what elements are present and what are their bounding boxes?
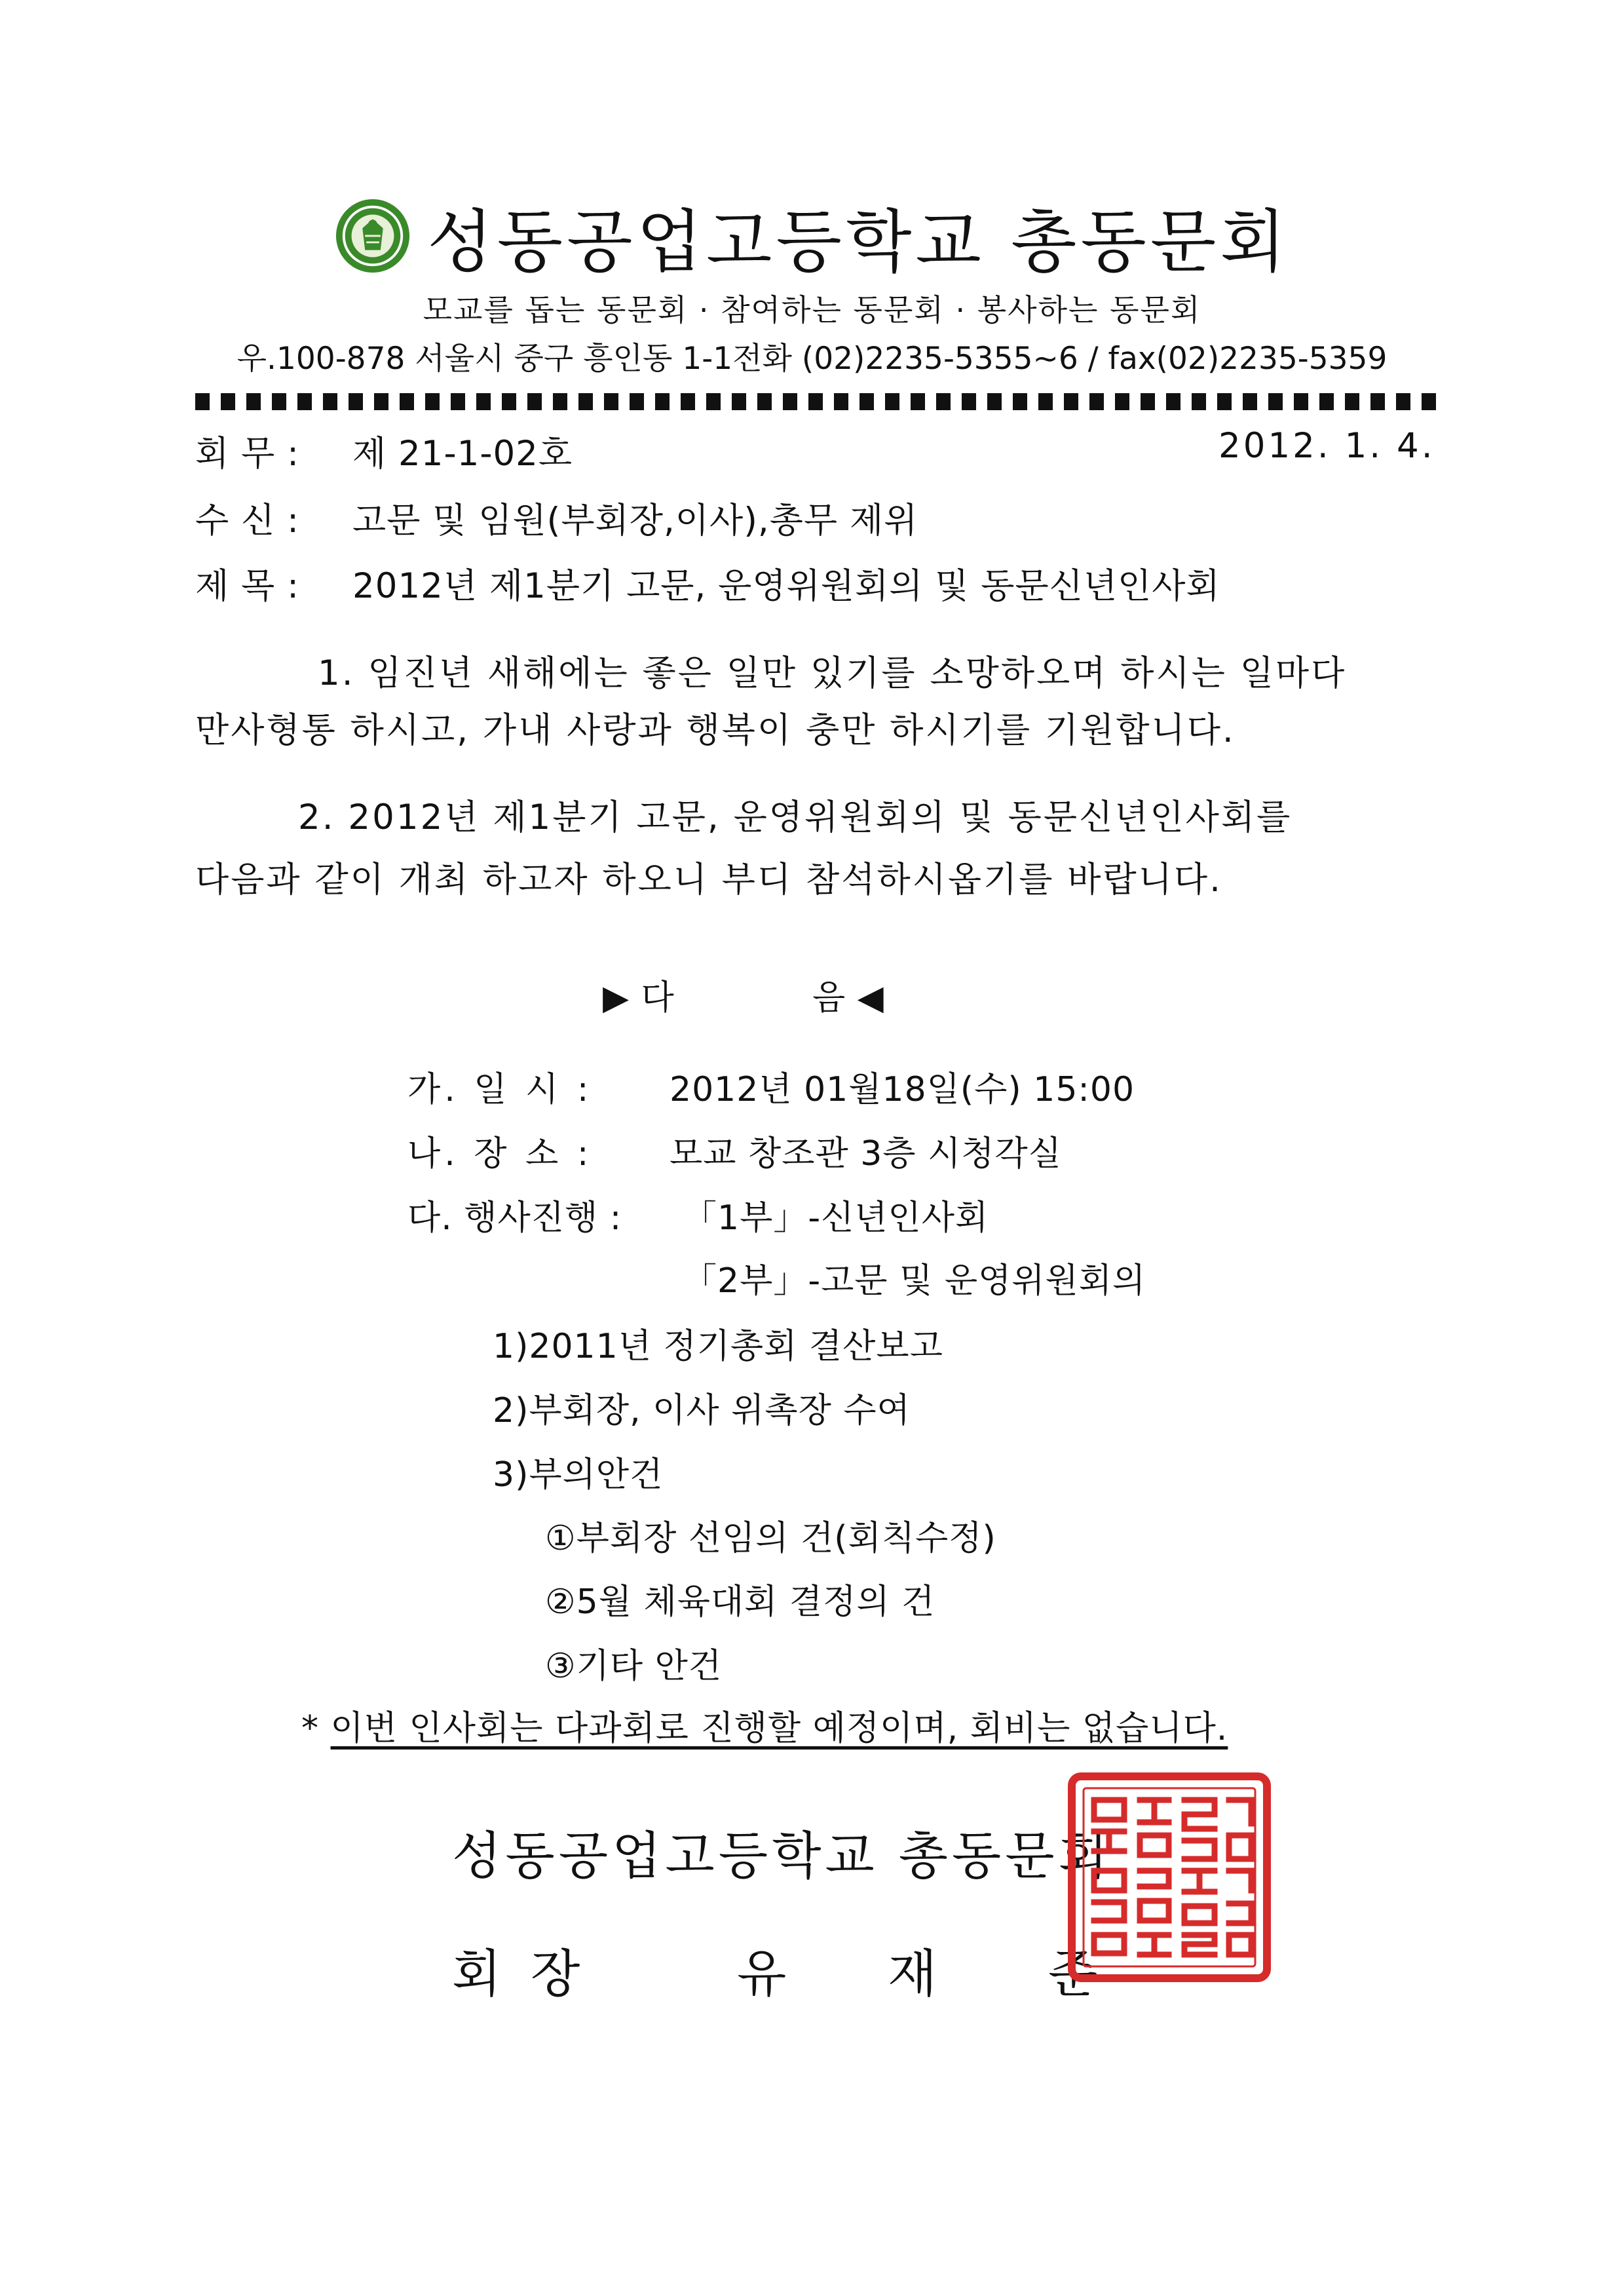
event-program-label: 다. 행사진행 : — [407, 1198, 622, 1238]
event-place-row — [407, 1126, 1062, 1175]
event-program-row — [407, 1190, 989, 1239]
organization-name: 성동공업고등학교 총동문회 — [427, 202, 1290, 282]
recipient: 고문 및 임원(부회장,이사),총무 제위 — [352, 501, 918, 541]
notice-row — [301, 1700, 1228, 1750]
event-place: 모교 창조관 3층 시청각실 — [670, 1134, 1062, 1174]
event-place-label: 나. 장 소 : — [407, 1134, 593, 1174]
official-seal-icon — [1068, 1772, 1271, 1982]
agenda-item-2: 2)부회장, 이사 위촉장 수여 — [493, 1391, 911, 1430]
doc-number-row — [195, 426, 573, 476]
subject-row — [195, 558, 1220, 608]
details-heading-right: 음 ◀ — [812, 978, 884, 1018]
recipient-label: 수 신 : — [195, 501, 299, 541]
title-char-2: 장 — [531, 1945, 580, 2004]
agenda-sub-item-1: ①부회장 선임의 건(회칙수정) — [545, 1519, 996, 1558]
contact-address: 우.100-878 서울시 중구 흥인동 1-1전화 (02)2235-5355∼6 / fax(02)2235-5359 — [236, 341, 1388, 377]
doc-number: 제 21-1-02호 — [352, 434, 573, 474]
agenda-sub-item-3: ③기타 안건 — [545, 1647, 723, 1686]
paragraph-1-line-1: 1. 임진년 새해에는 좋은 일만 있기를 소망하오며 하시는 일마다 — [318, 653, 1347, 693]
letterhead-title — [0, 187, 1624, 282]
organization-motto: 모교를 돕는 동문회 · 참여하는 동문회 · 봉사하는 동문회 — [423, 292, 1201, 328]
recipient-row — [195, 493, 918, 543]
event-program-part-2: 「2부」-고문 및 운영위원회의 — [683, 1261, 1146, 1301]
school-emblem-icon — [334, 197, 411, 275]
footer-organization-name: 성동공업고등학교 총동문회 — [452, 1827, 1112, 1886]
notice-text: 이번 인사회는 다과회로 진행할 예정이며, 회비는 없습니다. — [330, 1709, 1228, 1748]
name-char-2: 재 — [888, 1945, 937, 2004]
doc-number-label: 회 무 : — [195, 434, 299, 474]
paragraph-1-line-2: 만사형통 하시고, 가내 사랑과 행복이 충만 하시기를 기원합니다. — [195, 710, 1236, 750]
paragraph-2-line-2: 다음과 같이 개최 하고자 하오니 부디 참석하시옵기를 바랍니다. — [195, 860, 1222, 900]
subject-label: 제 목 : — [195, 566, 299, 606]
notice-star: * — [301, 1709, 319, 1748]
subject: 2012년 제1분기 고문, 운영위원회의 및 동문신년인사회 — [352, 566, 1220, 606]
event-date-label: 가. 일 시 : — [407, 1070, 593, 1109]
details-heading-left: ▶ 다 — [603, 978, 675, 1018]
doc-date: 2012. 1. 4. — [1218, 426, 1435, 466]
name-char-3: 준 — [1048, 1945, 1098, 2004]
event-date-row — [407, 1062, 1135, 1111]
event-program-part-1: 「1부」-신년인사회 — [683, 1198, 989, 1238]
agenda-sub-item-2: ②5월 체육대회 결정의 건 — [545, 1582, 935, 1622]
agenda-item-1: 1)2011년 정기총회 결산보고 — [493, 1327, 943, 1366]
agenda-item-3: 3)부의안건 — [493, 1455, 664, 1495]
event-date: 2012년 01월18일(수) 15:00 — [670, 1070, 1135, 1109]
title-char-1: 회 — [452, 1945, 502, 2004]
name-char-1: 유 — [737, 1945, 787, 2004]
paragraph-2-line-1: 2. 2012년 제1분기 고문, 운영위원회의 및 동문신년인사회를 — [298, 797, 1293, 837]
header-divider — [195, 393, 1443, 410]
